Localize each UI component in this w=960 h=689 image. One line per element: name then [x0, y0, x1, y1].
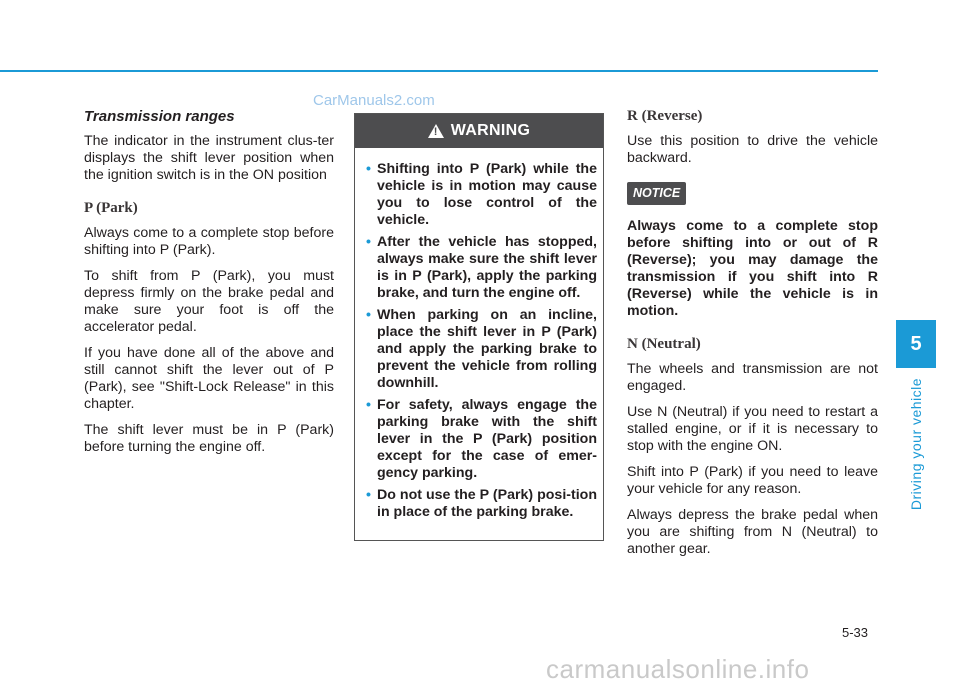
park-heading: P (Park)	[84, 200, 138, 216]
neutral-paragraph-1: The wheels and transmission are not engaged.	[627, 361, 878, 394]
chapter-number-tab: 5	[896, 320, 936, 368]
warning-item: • Do not use the P (Park) posi-tion in place of the parking brake.	[367, 487, 597, 521]
page-number: 5-33	[842, 625, 869, 640]
neutral-paragraph-4: Always depress the brake pedal when you are shifting from N (Neutral) to another gear.	[627, 507, 878, 557]
warning-item: • For safety, always engage the parking brake with the shift lever in the P (Park) position except for the case of emer-gency parking.	[367, 397, 597, 482]
neutral-paragraph-3: Shift into P (Park) if you need to leave your vehicle for any reason.	[627, 464, 878, 497]
park-paragraph-1: Always come to a complete stop before shifting into P (Park).	[84, 225, 334, 258]
reverse-paragraph: Use this position to drive the vehicle backward.	[627, 133, 878, 166]
warning-title: WARNING	[450, 122, 531, 139]
chapter-label-text: Driving your vehicle	[908, 377, 925, 511]
left-column	[84, 108, 334, 465]
watermark-top: CarManuals2.com	[313, 92, 435, 109]
header-rule	[0, 70, 878, 72]
warning-box	[354, 113, 604, 541]
right-column	[627, 108, 878, 567]
neutral-paragraph-2: Use N (Neutral) if you need to restart a stalled engine, or if it is necessary to stop with the engine ON.	[627, 404, 878, 454]
intro-paragraph: The indicator in the instrument clus-ter displays the shift lever position when the ignition switch is in the ON position	[84, 133, 334, 183]
notice-text: Always come to a complete stop before shifting into or out of R (Reverse); you may damage the transmission if you shift into R (Reverse) while the vehicle is in motion.	[627, 218, 878, 319]
park-paragraph-2: To shift from P (Park), you must depress firmly on the brake pedal and make sure your foot is off the accelerator pedal.	[84, 268, 334, 335]
neutral-heading: N (Neutral)	[627, 336, 701, 352]
warning-list	[355, 148, 603, 521]
reverse-heading: R (Reverse)	[627, 108, 703, 124]
warning-header	[355, 114, 603, 148]
park-paragraph-3: If you have done all of the above and still cannot shift the lever out of P (Park), see "Shift-Lock Release" in this chapter.	[84, 345, 334, 412]
chapter-label	[896, 377, 936, 511]
section-heading: Transmission ranges	[84, 108, 235, 125]
notice-badge: NOTICE	[627, 182, 686, 205]
warning-item: • Shifting into P (Park) while the vehicle is in motion may cause you to lose control of the vehicle.	[367, 161, 597, 229]
warning-triangle-icon: !	[428, 124, 444, 138]
warning-item: • When parking on an incline, place the shift lever in P (Park) and apply the parking brake to prevent the vehicle from rolling downhill.	[367, 307, 597, 392]
park-paragraph-4: The shift lever must be in P (Park) before turning the engine off.	[84, 422, 334, 455]
warning-item: • After the vehicle has stopped, always make sure the shift lever is in P (Park), apply the parking brake, and turn the engine off.	[367, 234, 597, 302]
watermark-bottom: carmanualsonline.info	[546, 654, 810, 684]
